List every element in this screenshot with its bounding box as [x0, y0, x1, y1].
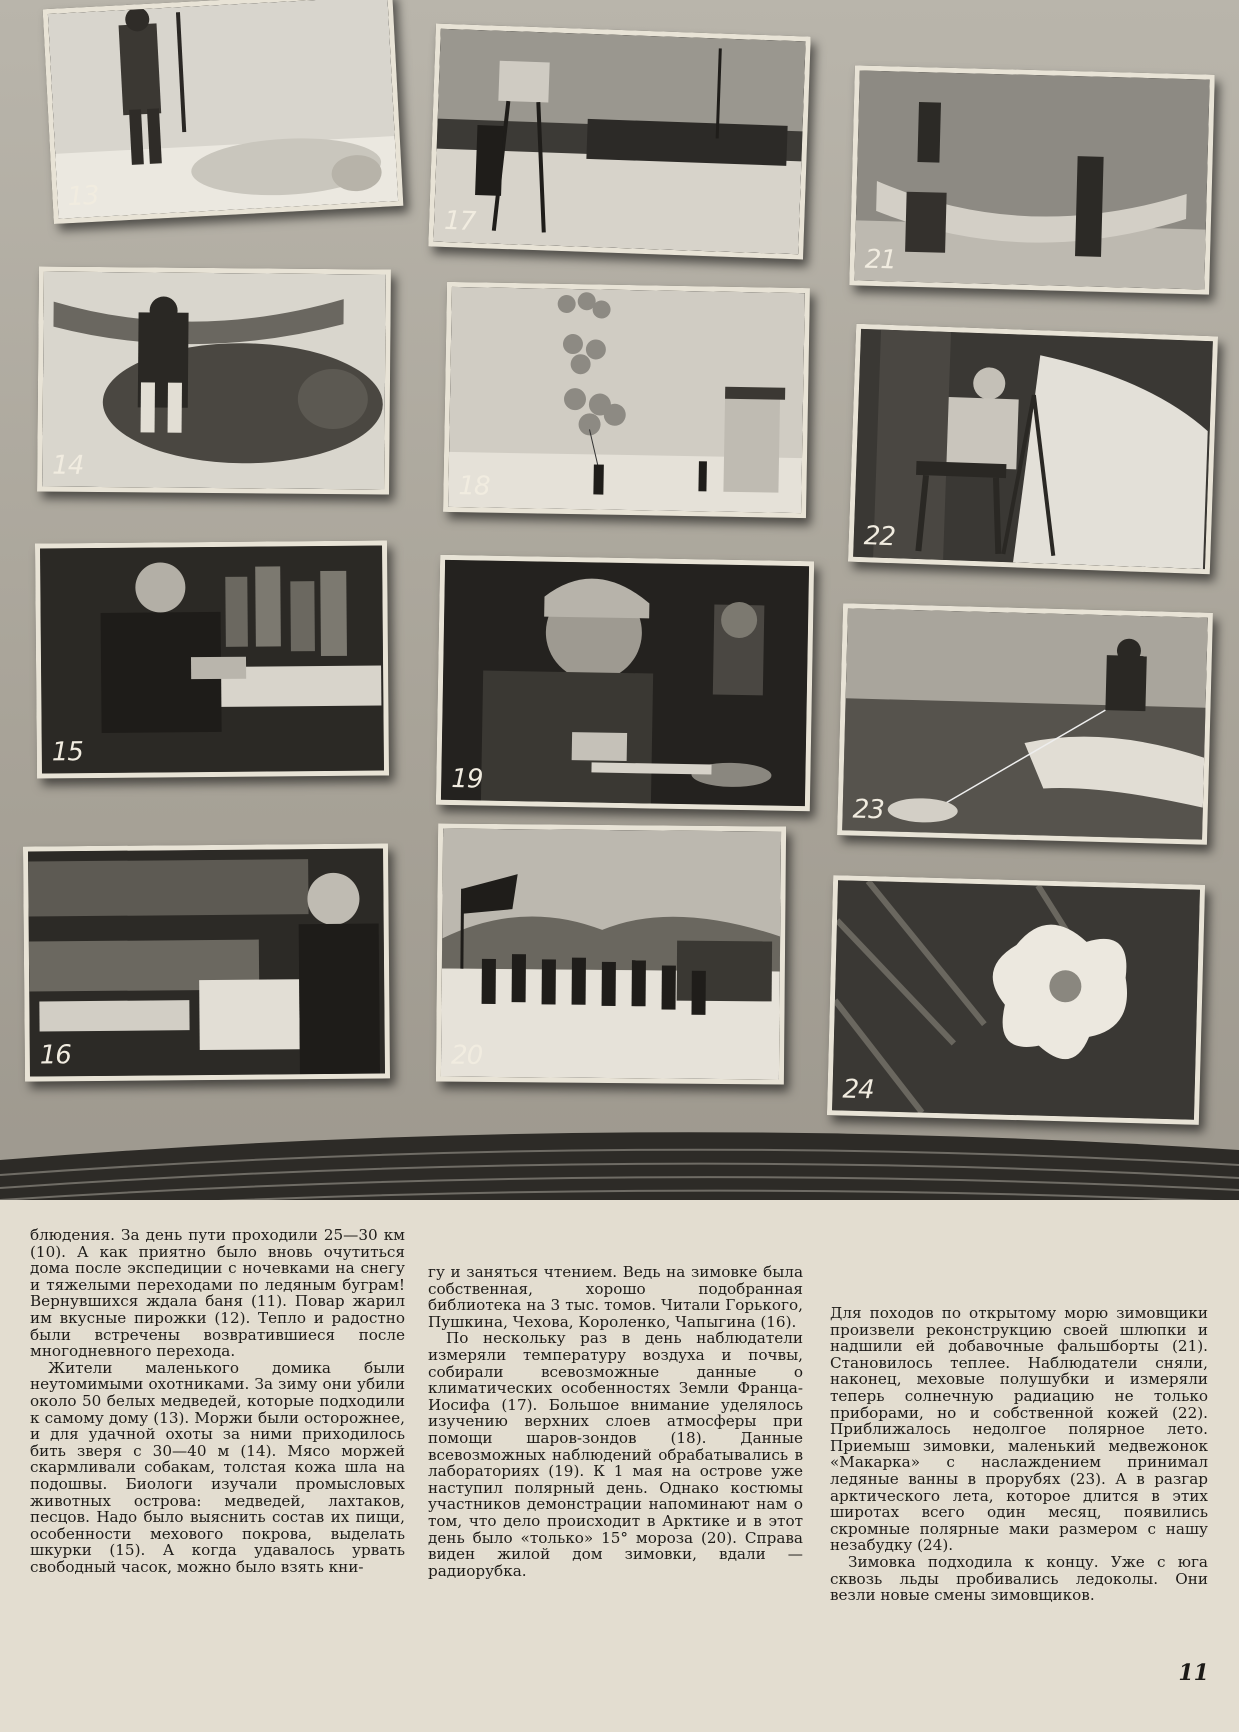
column-left — [30, 1227, 405, 1575]
photo-16 — [23, 843, 390, 1081]
photo-17-number: 17 — [443, 205, 476, 238]
photo-15 — [35, 540, 389, 778]
photo-18 — [443, 282, 810, 518]
photo-16-number: 16 — [39, 1040, 72, 1071]
photo-19 — [436, 555, 814, 811]
photo-14 — [37, 266, 391, 494]
column-left-paragraph: Жители маленького домика были неутомимыми охотниками. За зиму они убили около 50 белых медведей, которые подходили к самому дому (13). Моржи были осторожнее, и для удачной охоты за ними приходилось бить зверя с 30—40 м (14). Мясо моржей скармливали собакам, толстая кожа шла на подошвы. Биологи изучали промысловых животных острова: медведей, лахтаков, песцов. Надо было выяснить состав их пищи, особенности мехового покрова, выделать шкурки (15). А когда удавалось урвать свободный часок, можно было взять кни- — [30, 1358, 405, 1576]
column-right — [830, 1305, 1208, 1604]
photo-15-scene — [40, 546, 384, 774]
photo-23 — [837, 603, 1213, 845]
photo-21-scene — [854, 70, 1209, 289]
photo-19-number: 19 — [451, 763, 483, 795]
photo-13 — [43, 0, 404, 224]
photo-14-scene — [42, 272, 386, 490]
column-middle-paragraph: гу и заняться чтением. Ведь на зимовке была собственная, хорошо подобранная библиотека на 3 тыс. томов. Читали Горького, Пушкина, Чехова, Короленко, Чапыгина (16). — [428, 1263, 803, 1331]
photo-24-number: 24 — [842, 1074, 875, 1106]
photo-20 — [436, 823, 786, 1084]
photo-17-scene — [433, 29, 805, 255]
photo-22-number: 22 — [863, 521, 896, 553]
photo-17 — [428, 24, 811, 260]
photo-21 — [849, 65, 1215, 294]
photo-20-number: 20 — [450, 1040, 483, 1071]
column-right-paragraph: Для походов по открытому морю зимовщики произвели реконструкцию своей шлюпки и надшили ей добавочные фальшборты (21). Становилось теплее. Наблюдатели сняли, наконец, меховые полушубки и измеряли теперь солнечную радиацию не только приборами, но и собственной кожей (22). Приближалось недолгое полярное лето. Приемыш зимовки, маленький медвежонок «Макарка» с наслаждением принимал ледяные ванны в прорубях (23). А в разгар арктического лета, которое длится в этих широтах всего один месяц, появились скромные полярные маки размером с нашу незабудку (24). — [830, 1304, 1208, 1555]
photo-19-scene — [441, 560, 809, 806]
column-right-paragraph: Зимовка подходила к концу. Уже с юга сквозь льды пробивались ледоколы. Они везли новые смены зимовщиков. — [830, 1552, 1208, 1605]
photo-13-number: 13 — [66, 180, 100, 213]
photo-22 — [848, 324, 1218, 574]
photo-14-number: 14 — [52, 450, 84, 481]
photo-15-number: 15 — [51, 737, 84, 768]
photo-20-scene — [441, 829, 781, 1080]
photo-22-scene — [853, 329, 1213, 569]
column-middle — [428, 1264, 803, 1579]
photo-23-number: 23 — [852, 794, 885, 826]
photo-21-number: 21 — [864, 244, 897, 276]
photo-24 — [827, 875, 1205, 1125]
photo-23-scene — [842, 608, 1208, 839]
photo-18-number: 18 — [458, 471, 490, 502]
column-middle-paragraph: По нескольку раз в день наблюдатели измеряли температуру воздуха и почвы, собирали всевозможные данные о климатических особенностях Земли Франца-Иосифа (17). Большое внимание уделялось изучению верхних слоев атмосферы при помощи шаров-зондов (18). Данные всевозможных наблюдений обрабатывались в лабораториях (19). К 1 мая на острове уже наступил полярный день. Однако костюмы участников демонстрации напоминают нам о том, что дело происходит в Арктике и в этот день было «только» 15° мороза (20). Справа виден жилой дом зимовки, вдали — радиорубка. — [428, 1329, 803, 1580]
column-left-paragraph: блюдения. За день пути проходили 25—30 км (10). А как приятно было вновь очутиться дома после экспедиции с ночевками на снегу и тяжелыми переходами по ледяным буграм! Вернувшихся ждала баня (11). Повар жарил им вкусные пирожки (12). Тепло и радостно были встречены возвратившиеся после многодневного перехода. — [30, 1226, 405, 1361]
photo-18-scene — [448, 287, 805, 513]
photo-24-scene — [832, 880, 1200, 1119]
page-number: 11 — [1178, 1660, 1209, 1686]
photo-16-scene — [28, 848, 385, 1076]
photo-13-scene — [48, 0, 398, 219]
